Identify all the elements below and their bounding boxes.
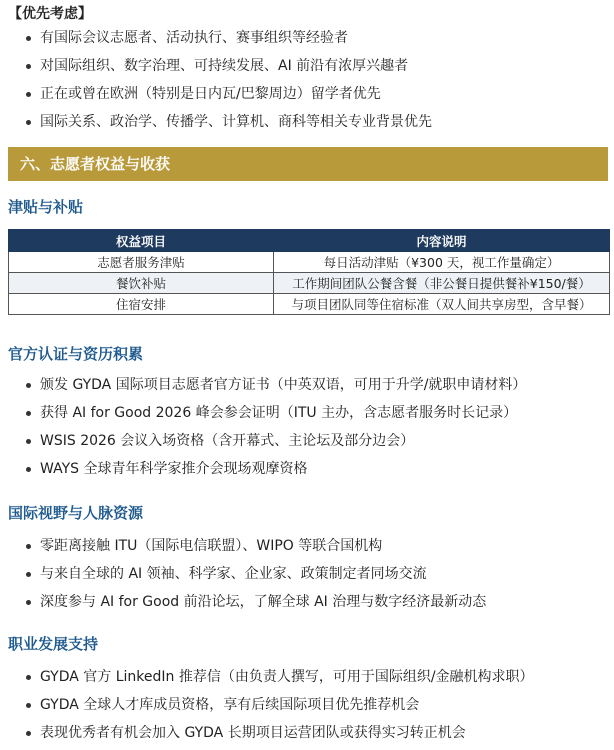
list-item: WSIS 2026 会议入场资格（含开幕式、主论坛及部分边会） [26, 427, 526, 455]
network-list [26, 532, 486, 616]
list-item: GYDA 全球人才库成员资格，享有后续国际项目优先推荐机会 [26, 691, 534, 719]
list-item: WAYS 全球青年科学家推介会现场观摩资格 [26, 455, 526, 483]
priority-heading: 【优先考虑】 [8, 6, 92, 22]
bullet-icon [26, 467, 31, 472]
table-row [9, 252, 610, 273]
list-item: 表现优秀者有机会加入 GYDA 长期项目运营团队或获得实习转正机会 [26, 719, 534, 747]
list-item: 深度参与 AI for Good 前沿论坛，了解全球 AI 治理与数字经济最新动态 [26, 588, 486, 616]
certification-heading: 官方认证与资历积累 [8, 345, 144, 363]
benefits-table [8, 229, 610, 315]
bullet-icon [26, 120, 31, 125]
table-row [9, 294, 610, 315]
list-item: 颁发 GYDA 国际项目志愿者官方证书（中英双语，可用于升学/就职申请材料） [26, 371, 526, 399]
section-six-bar: 六、志愿者权益与收获 [8, 147, 608, 181]
table-cell: 每日活动津贴（¥300 天，视工作量确定） [274, 252, 610, 273]
list-item: 获得 AI for Good 2026 峰会参会证明（ITU 主办，含志愿者服务时长记录） [26, 399, 526, 427]
allowance-heading: 津贴与补贴 [8, 198, 84, 216]
bullet-icon [26, 544, 31, 549]
table-cell: 工作期间团队公餐含餐（非公餐日提供餐补¥150/餐） [274, 273, 610, 294]
bullet-icon [26, 675, 31, 680]
bullet-icon [26, 572, 31, 577]
table-cell: 住宿安排 [9, 294, 274, 315]
list-item: 与来自全球的 AI 领袖、科学家、企业家、政策制定者同场交流 [26, 560, 486, 588]
bullet-icon [26, 64, 31, 69]
bullet-icon [26, 36, 31, 41]
network-heading: 国际视野与人脉资源 [8, 504, 144, 522]
list-item: 正在或曾在欧洲（特别是日内瓦/巴黎周边）留学者优先 [26, 80, 432, 108]
table-cell: 餐饮补贴 [9, 273, 274, 294]
career-list [26, 663, 534, 747]
table-cell: 与项目团队同等住宿标准（双人间共享房型，含早餐） [274, 294, 610, 315]
career-heading: 职业发展支持 [8, 635, 99, 653]
bullet-icon [26, 600, 31, 605]
table-header-row [9, 230, 610, 252]
table-header: 权益项目 [9, 230, 274, 252]
list-item: GYDA 官方 LinkedIn 推荐信（由负责人撰写，可用于国际组织/金融机构求职） [26, 663, 534, 691]
bullet-icon [26, 703, 31, 708]
bullet-icon [26, 383, 31, 388]
priority-list [26, 24, 432, 136]
table-header: 内容说明 [274, 230, 610, 252]
bullet-icon [26, 731, 31, 736]
table-cell: 志愿者服务津贴 [9, 252, 274, 273]
list-item: 国际关系、政治学、传播学、计算机、商科等相关专业背景优先 [26, 108, 432, 136]
bullet-icon [26, 92, 31, 97]
list-item: 对国际组织、数字治理、可持续发展、AI 前沿有浓厚兴趣者 [26, 52, 432, 80]
list-item: 零距离接触 ITU（国际电信联盟）、WIPO 等联合国机构 [26, 532, 486, 560]
bullet-icon [26, 439, 31, 444]
bullet-icon [26, 411, 31, 416]
certification-list [26, 371, 526, 483]
table-row [9, 273, 610, 294]
list-item: 有国际会议志愿者、活动执行、赛事组织等经验者 [26, 24, 432, 52]
